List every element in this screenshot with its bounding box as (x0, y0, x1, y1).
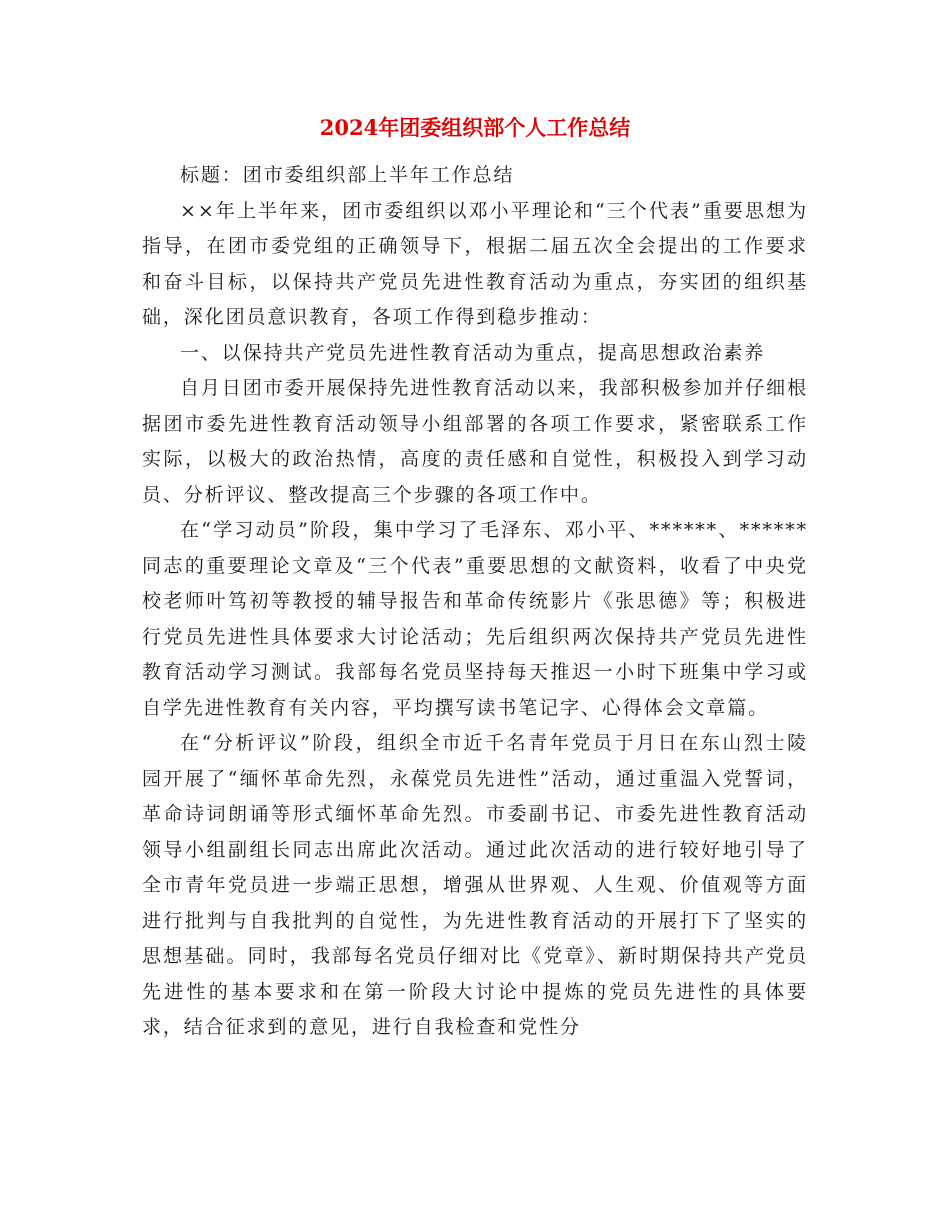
document-body (142, 158, 808, 1046)
paragraph-subject-line: 标题：团市委组织部上半年工作总结 (180, 164, 515, 186)
paragraph-activity-overview: 自月日团市委开展保持先进性教育活动以来，我部积极参加并仔细根据团市委先进性教育活动领导小组部署的各项工作要求，紧密联系工作实际，以极大的政治热情，高度的责任感和自觉性，积极投入到学习动员、分析评议、整改提高三个步骤的各项工作中。 (142, 377, 808, 506)
paragraph-evaluation-stage: 在“分析评议”阶段，组织全市近千名青年党员于月日在东山烈士陵园开展了“缅怀革命先烈，永葆党员先进性”活动，通过重温入党誓词，革命诗词朗诵等形式缅怀革命先烈。市委副书记、市委先进性教育活动领导小组副组长同志出席此次活动。通过此次活动的进行较好地引导了全市青年党员进一步端正思想，增强从世界观、人生观、价值观等方面进行批判与自我批判的自觉性，为先进性教育活动的开展打下了坚实的思想基础。同时，我部每名党员仔细对比《党章》、新时期保持共产党员先进性的基本要求和在第一阶段大讨论中提炼的党员先进性的具体要求，结合征求到的意见，进行自我检查和党性分 (142, 732, 808, 1038)
section-heading-1: 一、以保持共产党员先进性教育活动为重点，提高思想政治素养 (180, 341, 766, 364)
paragraph-intro: ××年上半年来，团市委组织以邓小平理论和“三个代表”重要思想为指导，在团市委党组的正确领导下，根据二届五次全会提出的工作要求和奋斗目标，以保持共产党员先进性教育活动为重点，夯实团的组织基础，深化团员意识教育，各项工作得到稳步推动： (142, 199, 808, 328)
document-title: 2024年团委组织部个人工作总结 (319, 115, 631, 140)
paragraph-study-stage: 在“学习动员”阶段，集中学习了毛泽东、邓小平、******、******同志的重要理论文章及“三个代表”重要思想的文献资料，收看了中央党校老师叶笃初等教授的辅导报告和革命传统影片《张思德》等；积极进行党员先进性具体要求大讨论活动；先后组织两次保持共产党员先进性教育活动学习测试。我部每名党员坚持每天推迟一小时下班集中学习或自学先进性教育有关内容，平均撰写读书笔记字、心得体会文章篇。 (142, 519, 808, 719)
